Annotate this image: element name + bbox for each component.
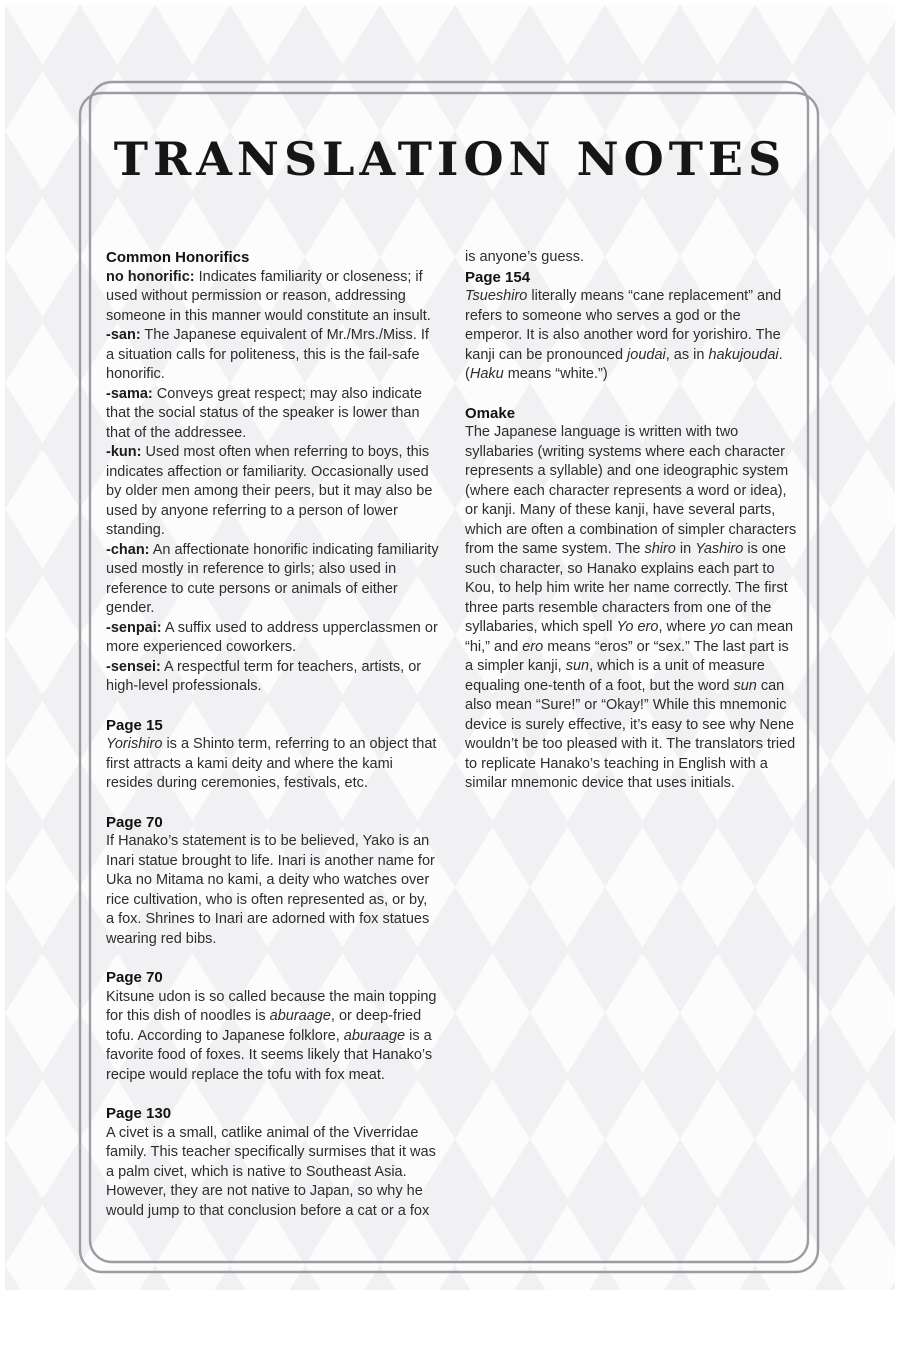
section-page-15 — [106, 716, 439, 794]
honorific-entry: -kun: Used most often when referring to boys, this indicates affection or familiarity. Occasionally used by older men among their peers, but it may also be used by anyone referring to a person of lower standing. — [106, 444, 433, 538]
honorific-entry: -chan: An affectionate honorific indicating familiarity used mostly in reference to girls; also used in reference to cute persons or animals of either gender. — [106, 541, 439, 616]
page-title: TRANSLATION NOTES — [113, 132, 787, 186]
section-page-70 — [106, 813, 439, 950]
section-page-70 — [106, 968, 439, 1085]
honorific-entry: no honorific: Indicates familiarity or closeness; if used without permission or reason, addressing someone in this manner would constitute an insult. — [106, 268, 431, 324]
section-paragraph: A civet is a small, catlike animal of the Viverridae family. This teacher specifically surmises that it was a palm civet, which is native to Southeast Asia. However, they are not native to Japan, so why he would jump to that conclusion before a cat or a fox — [106, 1124, 436, 1219]
section-heading: Common Honorifics — [106, 249, 250, 266]
honorific-entry: -sensei: A respectful term for teachers, artists, or high-level professionals. — [106, 658, 422, 694]
section-paragraph: If Hanako’s statement is to be believed, Yako is an Inari statue brought to life. Inari is another name for Uka no Mitama no kami, a deity who watches over rice cultivation, who is often represented as, or by, a fox. Shrines to Inari are adorned with fox statues wearing red bibs. — [106, 833, 435, 947]
honorific-entry: -senpai: A suffix used to address upperclassmen or more experienced coworkers. — [106, 619, 438, 655]
section-common-honorifics — [106, 248, 439, 697]
section-omake — [465, 404, 798, 794]
section-paragraph: Yorishiro is a Shinto term, referring to an object that first attracts a kami deity and where the kami resides during ceremonies, festivals, etc. — [106, 736, 437, 791]
section-heading: Page 154 — [465, 268, 531, 286]
section-paragraph: Tsueshiro literally means “cane replacement” and refers to someone who serves a god or the emperor. It is also another word for yorishiro. The kanji can be pronounced joudai, as in hakujoudai. (Haku means “white.”) — [465, 288, 783, 382]
section-heading: Page 15 — [106, 716, 163, 734]
section-heading: Omake — [465, 404, 516, 422]
section-paragraph: The Japanese language is written with two syllabaries (writing systems where each character represents a syllable) and one ideographic system (where each character represents a word or idea), or kanji. Many of these kanji, have several parts, which are often a combination of simpler characters from the same system. The shiro in Yashiro is one such character, so Hanako explains each part to Kou, to help him write her name correctly. The first three parts resemble characters from one of the syllabaries, which spell Yo ero, where yo can mean “hi,” and ero means “eros” or “sex.” The last part is a simpler kanji, sun, which is a unit of measure equaling one-tenth of a foot, but the word sun can also mean “Sure!” or “Okay!” While this mnemonic device is surely effective, it’s easy to see why Nene wouldn’t be too pleased with it. The translators tried to replicate Hanako’s teaching in English with a similar mnemonic device that uses initials. — [465, 424, 797, 791]
section-continuation — [465, 248, 798, 268]
notes-columns — [106, 248, 798, 1221]
section-heading: Page 130 — [106, 1105, 172, 1122]
section-page-154 — [465, 268, 798, 385]
honorific-entry: -san: The Japanese equivalent of Mr./Mrs./Miss. If a situation calls for politeness, this is the fail-safe honorific. — [106, 327, 429, 382]
column-left — [106, 248, 439, 1221]
section-paragraph: Kitsune udon is so called because the main topping for this dish of noodles is aburaage, or deep-fried tofu. According to Japanese folklore, aburaage is a favorite food of foxes. It seems likely that Hanako’s recipe would replace the tofu with fox meat. — [106, 988, 437, 1083]
section-heading: Page 70 — [106, 813, 163, 831]
section-paragraph: is anyone’s guess. — [465, 249, 585, 265]
column-right — [465, 248, 798, 1221]
honorific-entry: -sama: Conveys great respect; may also indicate that the social status of the speaker is lower than that of the addressee. — [106, 385, 422, 441]
section-heading: Page 70 — [106, 969, 163, 986]
section-page-130 — [106, 1104, 439, 1221]
